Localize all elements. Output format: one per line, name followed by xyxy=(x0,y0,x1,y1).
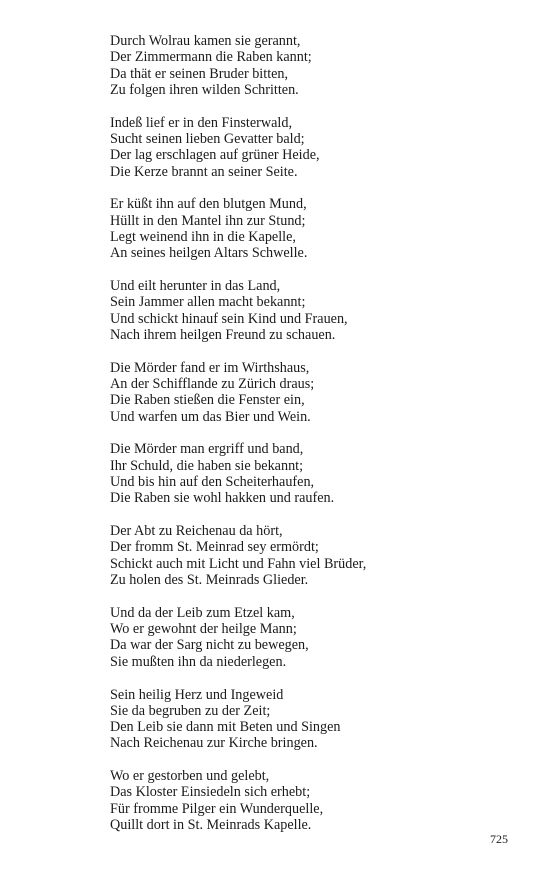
poem-body xyxy=(110,33,530,850)
verse-line: Ihr Schuld, die haben sie bekannt; xyxy=(110,457,304,474)
stanza xyxy=(110,768,530,833)
verse-line: Sie da begruben zu der Zeit; xyxy=(110,702,271,719)
verse-line: Der lag erschlagen auf grüner Heide, xyxy=(110,147,320,164)
verse-line: Sie mußten ihn da niederlegen. xyxy=(110,653,287,670)
verse-line: Die Mörder man ergriff und band, xyxy=(110,441,304,458)
verse-line: Da thät er seinen Bruder bitten, xyxy=(110,65,289,82)
verse-line: Zu holen des St. Meinrads Glieder. xyxy=(110,572,309,589)
verse-line: Und schickt hinauf sein Kind und Frauen, xyxy=(110,310,348,327)
verse-line: Nach Reichenau zur Kirche bringen. xyxy=(110,735,318,752)
verse-line: Und eilt herunter in das Land, xyxy=(110,278,281,295)
verse-line: Sein Jammer allen macht bekannt; xyxy=(110,294,306,311)
verse-line: Sucht seinen lieben Gevatter bald; xyxy=(110,130,305,147)
verse-line: Hüllt in den Mantel ihn zur Stund; xyxy=(110,212,306,229)
verse-line: Quillt dort in St. Meinrads Kapelle. xyxy=(110,817,312,834)
verse-line: Und warfen um das Bier und Wein. xyxy=(110,408,311,425)
verse-line: Und bis hin auf den Scheiterhaufen, xyxy=(110,474,315,491)
verse-line: Der Zimmermann die Raben kannt; xyxy=(110,49,312,66)
verse-line: Wo er gestorben und gelebt, xyxy=(110,768,270,785)
verse-line: Legt weinend ihn in die Kapelle, xyxy=(110,228,296,245)
verse-line: An seines heilgen Altars Schwelle. xyxy=(110,245,308,262)
verse-line: Die Raben stießen die Fenster ein, xyxy=(110,392,305,409)
verse-line: Die Raben sie wohl hakken und raufen. xyxy=(110,490,335,507)
stanza xyxy=(110,360,530,425)
verse-line: An der Schifflande zu Zürich draus; xyxy=(110,376,315,393)
verse-line: Da war der Sarg nicht zu bewegen, xyxy=(110,637,309,654)
stanza xyxy=(110,196,530,261)
verse-line: Nach ihrem heilgen Freund zu schauen. xyxy=(110,326,336,343)
stanza xyxy=(110,687,530,752)
verse-line: Wo er gewohnt der heilge Mann; xyxy=(110,621,297,638)
verse-line: Indeß lief er in den Finsterwald, xyxy=(110,114,293,131)
verse-line: Die Mörder fand er im Wirthshaus, xyxy=(110,359,310,376)
verse-line: Er küßt ihn auf den blutgen Mund, xyxy=(110,196,307,213)
stanza xyxy=(110,441,530,506)
verse-line: Der Abt zu Reichenau da hört, xyxy=(110,523,283,540)
page-number: 725 xyxy=(490,832,508,846)
verse-line: Den Leib sie dann mit Beten und Singen xyxy=(110,719,341,736)
stanza xyxy=(110,523,530,588)
verse-line: Das Kloster Einsiedeln sich erhebt; xyxy=(110,784,311,801)
verse-line: Und da der Leib zum Etzel kam, xyxy=(110,604,295,621)
stanza xyxy=(110,278,530,343)
verse-line: Für fromme Pilger ein Wunderquelle, xyxy=(110,800,324,817)
stanza xyxy=(110,33,530,98)
stanza xyxy=(110,115,530,180)
verse-line: Sein heilig Herz und Ingeweid xyxy=(110,686,284,703)
verse-line: Durch Wolrau kamen sie gerannt, xyxy=(110,33,301,49)
stanza xyxy=(110,605,530,670)
verse-line: Der fromm St. Meinrad sey ermördt; xyxy=(110,539,319,556)
verse-line: Schickt auch mit Licht und Fahn viel Brüder, xyxy=(110,555,367,572)
verse-line: Die Kerze brannt an seiner Seite. xyxy=(110,163,298,180)
verse-line: Zu folgen ihren wilden Schritten. xyxy=(110,81,299,98)
